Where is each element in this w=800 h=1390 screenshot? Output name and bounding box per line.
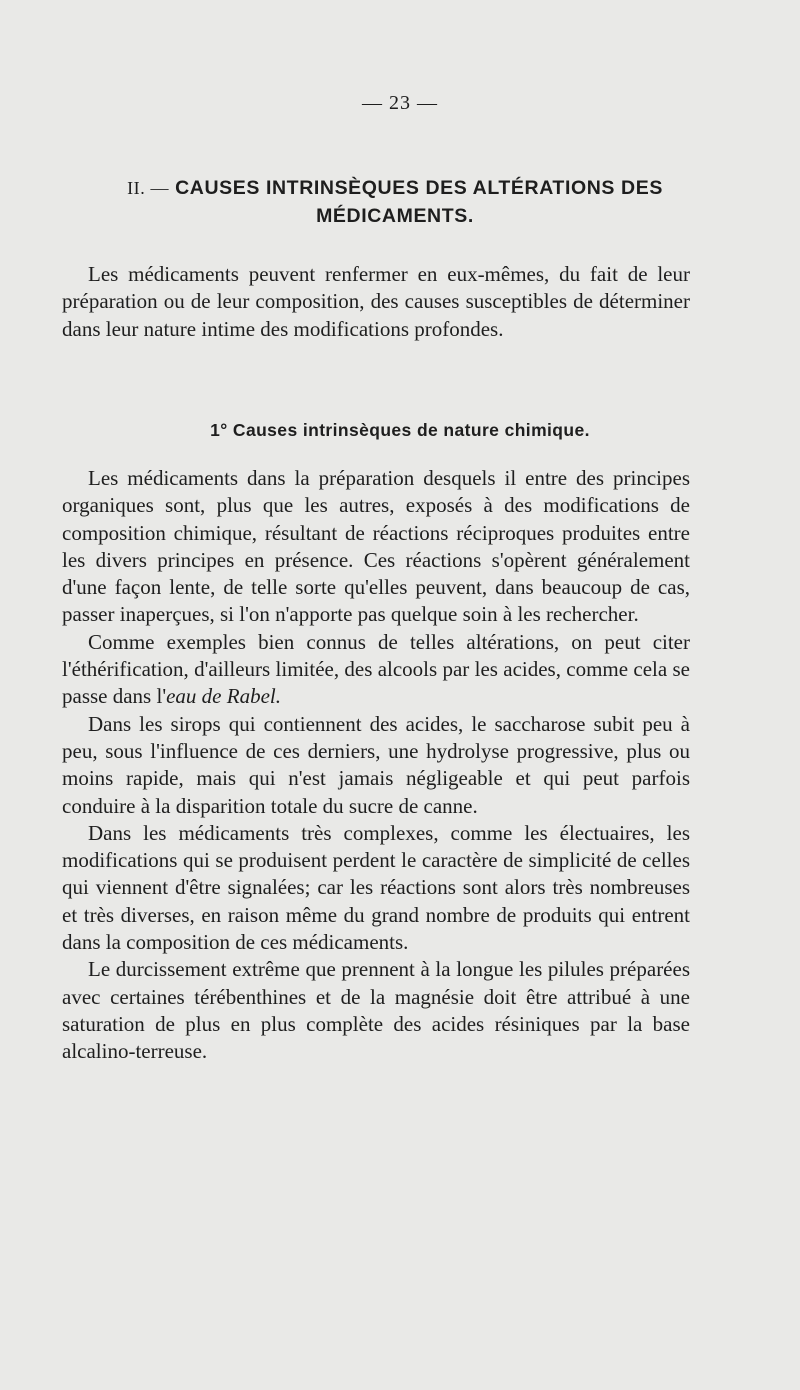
intro-paragraph: Les médicaments peuvent renfermer en eux-mêmes, du fait de leur préparation ou de leur composition, des causes susceptibles de déterminer dans leur nature intime des modifications profondes. — [62, 262, 690, 341]
paragraph-5: Le durcissement extrême que prennent à la longue les pilules préparées avec certaines térébenthines et de la magnésie doit être attribué à une saturation de plus en plus complète des acides résiniques par la base alcalino-terreuse. — [62, 957, 690, 1064]
paragraph-2 — [62, 629, 690, 711]
paragraph-1: Les médicaments dans la préparation desquels il entre des principes organiques sont, plus que les autres, exposés à des modifications de composition chimique, résultant de réactions réciproques produites entre les divers principes en présence. Ces réactions s'opèrent généralement d'une façon lente, de telle sorte qu'elles peuvent, dans beaucoup de cas, passer inaperçues, si l'on n'apporte pas quelque soin à les rechercher. — [62, 466, 690, 627]
section-title: CAUSES INTRINSÈQUES DES ALTÉRATIONS DES MÉDICAMENTS. — [175, 177, 663, 227]
paragraph-2-italic: eau de Rabel. — [166, 684, 281, 709]
subsection-heading: 1° Causes intrinsèques de nature chimique. — [210, 420, 590, 440]
paragraph-3: Dans les sirops qui contiennent des acides, le saccharose subit peu à peu, sous l'influence de ces derniers, une hydrolyse progressive, plus ou moins rapide, mais qui n'est jamais négligeable et qui peut parfois conduire à la disparition totale du sucre de canne. — [62, 711, 690, 818]
section-number: II. — — [127, 178, 170, 198]
page-number: — 23 — — [362, 92, 438, 114]
paragraph-4: Dans les médicaments très complexes, comme les électuaires, les modifications qui se produisent perdent le caractère de simplicité de celles qui viennent d'être signalées; car les réactions sont alors très nombreuses et très diverses, en raison même du grand nombre de produits qui entrent dans la composition de ces médicaments. — [62, 820, 690, 955]
body-text — [62, 465, 690, 1066]
section-heading — [90, 174, 700, 230]
intro-paragraph-block — [62, 261, 690, 343]
paragraph-2-text: Comme exemples bien connus de telles altérations, on peut citer l'éthérification, d'ailleurs limitée, des alcools par les acides, comme cela se passe dans l' — [62, 629, 690, 709]
